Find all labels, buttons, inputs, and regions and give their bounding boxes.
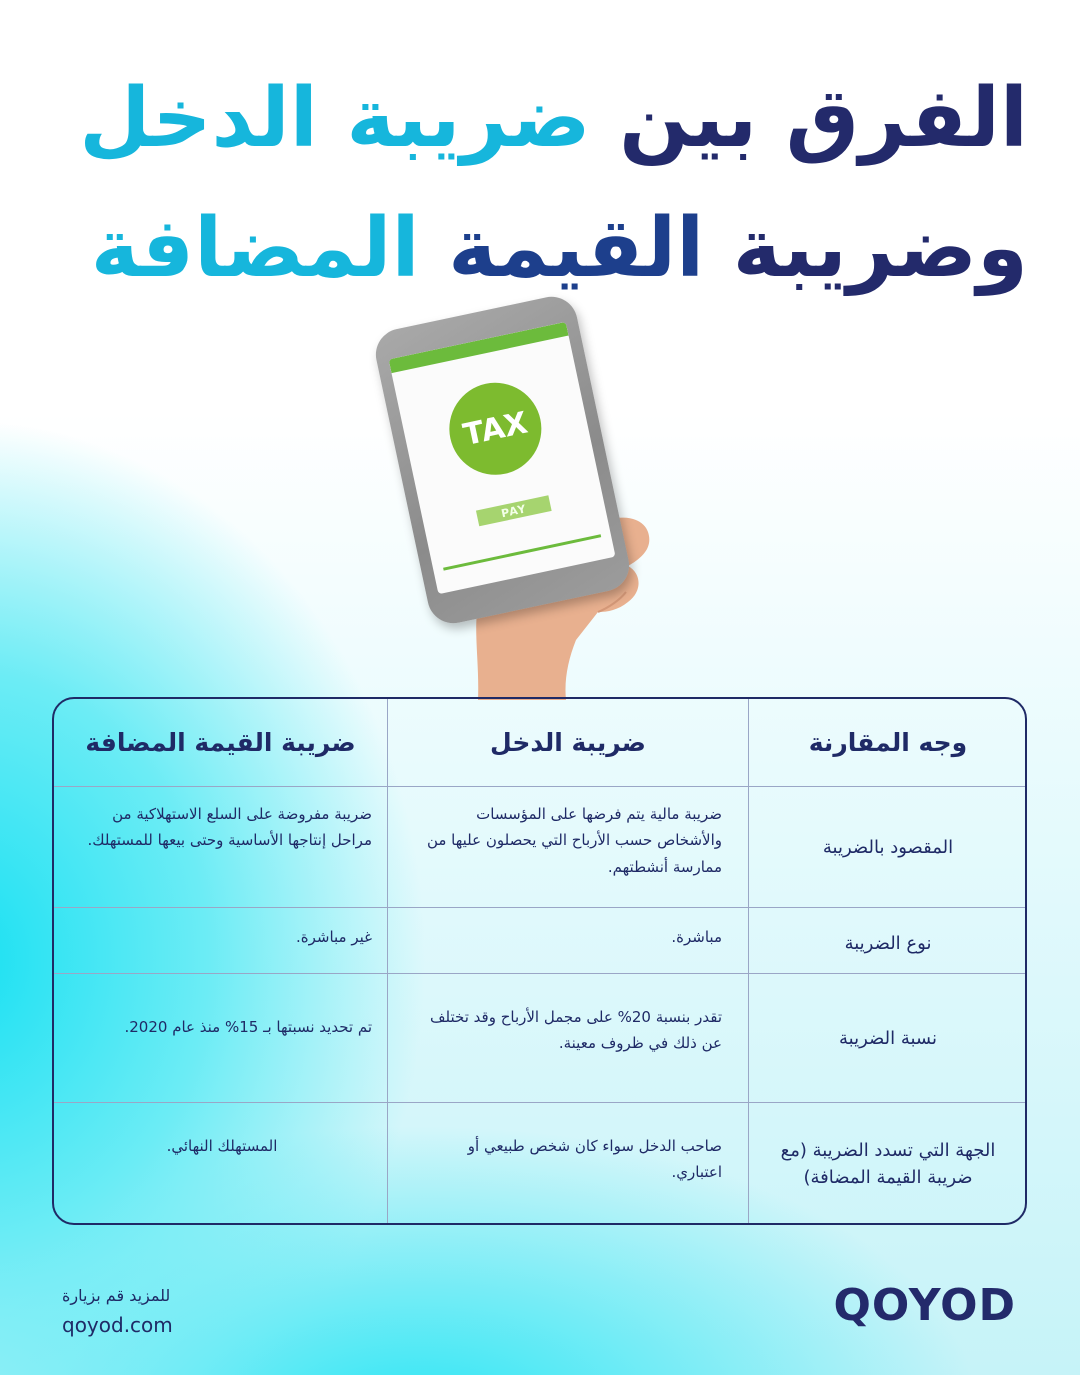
cell-income-tax: ضريبة مالية يتم فرضها على المؤسسات والأشخاص حسب الأرباح التي يحصلون عليها من ممارسة أنشطتهم.	[426, 805, 722, 876]
row-label: نوع الضريبة	[844, 933, 932, 954]
footer-visit	[62, 1286, 262, 1337]
screen-bottom-bar	[443, 534, 601, 570]
page-title-line-1	[48, 71, 1028, 166]
header-income-tax: ضريبة الدخل	[490, 728, 646, 757]
header-aspect: وجه المقارنة	[808, 728, 968, 757]
row-label: نسبة الضريبة	[839, 1027, 937, 1049]
title-segment-highlight: المضافة	[90, 201, 420, 296]
cell-vat: ضريبة مفروضة على السلع الاستهلاكية من مراحل إنتاجها الأساسية وحتى بيعها للمستهلك.	[87, 805, 372, 850]
visit-text: للمزيد قم بزيارة	[62, 1286, 171, 1305]
title-segment-highlight: ضريبة الدخل	[79, 71, 591, 166]
row-label: الجهة التي تسدد الضريبة (مع ضريبة القيمة المضافة)	[780, 1140, 996, 1188]
phone-illustration	[370, 300, 670, 700]
smartphone	[371, 292, 634, 628]
row-label: المقصود بالضريبة	[822, 836, 954, 858]
page-title-line-2	[48, 201, 1028, 296]
tax-badge: TAX	[441, 374, 550, 483]
title-segment: وضريبة	[704, 201, 1028, 296]
cell-income-tax: مباشرة.	[671, 928, 722, 946]
phone-screen	[389, 322, 616, 594]
title-segment-highlight: القيمة	[419, 201, 705, 296]
cell-vat: المستهلك النهائي.	[166, 1137, 278, 1155]
cell-income-tax: صاحب الدخل سواء كان شخص طبيعي أو اعتباري.	[467, 1137, 722, 1182]
screen-status-bar	[389, 322, 569, 373]
website-link[interactable]: qoyod.com	[62, 1313, 173, 1337]
title-segment: الفرق بين	[590, 71, 1028, 166]
pay-button: PAY	[476, 495, 552, 526]
cell-income-tax: تقدر بنسبة 20% على مجمل الأرباح وقد تختلف عن ذلك في ظروف معينة.	[430, 1008, 722, 1053]
qoyod-logo: QOYOD	[833, 1280, 1016, 1331]
header-vat: ضريبة القيمة المضافة	[85, 728, 356, 757]
cell-vat: غير مباشرة.	[295, 928, 372, 946]
comparison-table	[52, 697, 1027, 1225]
cell-vat: تم تحديد نسبتها بـ 15% منذ عام 2020.	[124, 1018, 372, 1036]
